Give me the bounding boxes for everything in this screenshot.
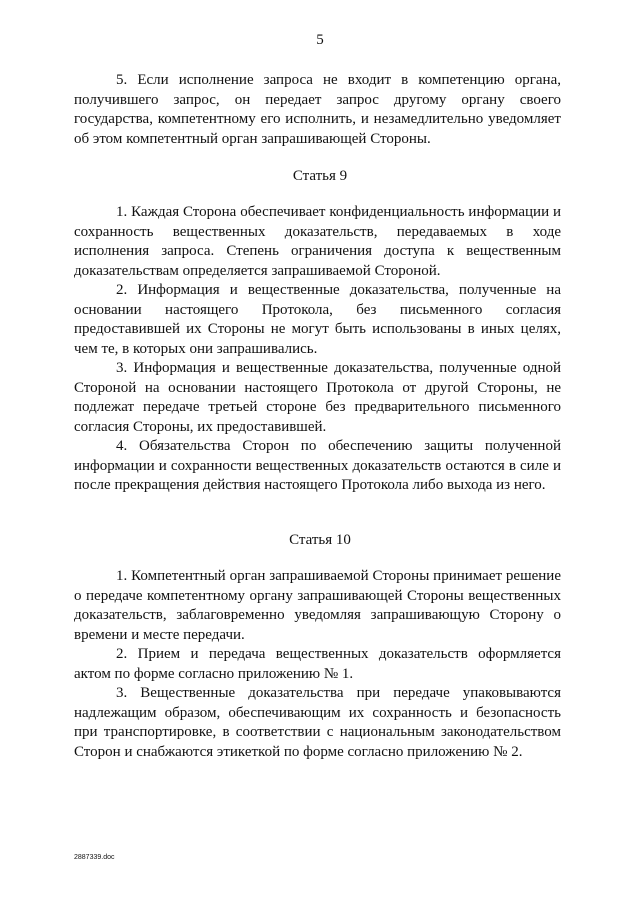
article-10-body [74, 567, 561, 762]
page-number: 5 [316, 32, 324, 48]
article-9-body [74, 203, 561, 496]
paragraph: 3. Информация и вещественные доказательства, полученные одной Стороной на основании настоящего Протокола от другой Стороны, не подлежат передаче третьей стороне без предварительного письменного согласия Стороны, их предоставившей. [74, 360, 561, 435]
file-name-footer: 2887339.doc [74, 854, 115, 861]
paragraph: 2. Информация и вещественные доказательства, полученные на основании настоящего Протокола, без письменного согласия предоставившей их Стороны не могут быть использованы в иных целях, чем те, в которых они запрашивались. [74, 282, 561, 357]
paragraph: 2. Прием и передача вещественных доказательств оформляется актом по форме согласно приложению № 1. [74, 646, 561, 682]
paragraph: 4. Обязательства Сторон по обеспечению защиты полученной информации и сохранности вещественных доказательств остаются в силе и после прекращения действия настоящего Протокола либо выхода из него. [74, 438, 561, 493]
article-9-heading: Статья 9 [292, 168, 348, 184]
paragraph: 1. Каждая Сторона обеспечивает конфиденциальность информации и сохранность вещественных доказательств, передаваемых в ходе исполнения запроса. Степень ограничения доступа к вещественным доказательствам определяется запрашиваемой Стороной. [74, 204, 561, 279]
paragraph: 3. Вещественные доказательства при передаче упаковываются надлежащим образом, обеспечивающим их сохранность и безопасность при транспортировке, в соответствии с национальным законодательством Сторон и снабжаются этикеткой по форме согласно приложению № 2. [74, 685, 561, 760]
article-10-heading: Статья 10 [289, 532, 351, 548]
intro-section [74, 71, 561, 149]
paragraph: 1. Компетентный орган запрашиваемой Стороны принимает решение о передаче компетентному органу запрашивающей Стороны вещественных доказательств, заблаговременно уведомляя запрашивающую Сторону о времени и месте передачи. [74, 568, 561, 643]
paragraph: 5. Если исполнение запроса не входит в компетенцию органа, получившего запрос, он передает запрос другому органу своего государства, компетентному его исполнить, и незамедлительно уведомляет об этом компетентный орган запрашивающей Стороны. [74, 72, 561, 147]
